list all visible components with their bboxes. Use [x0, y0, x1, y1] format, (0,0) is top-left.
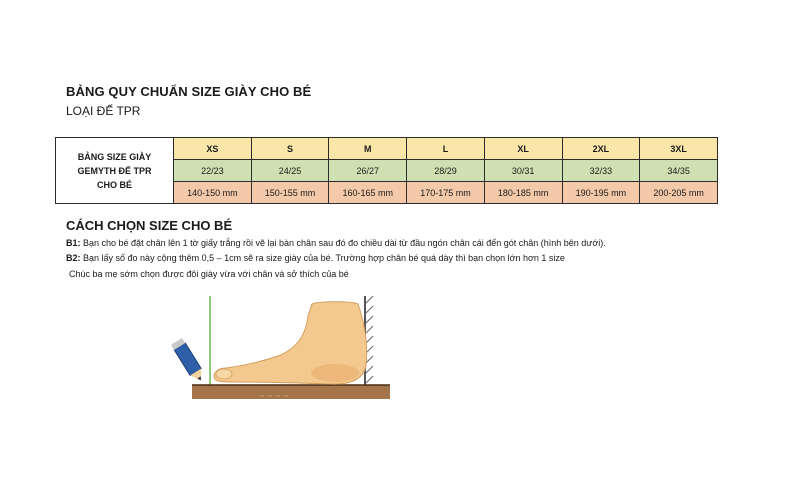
- size-cell-m: M: [329, 138, 407, 160]
- shoe-size-cell: 24/25: [251, 160, 329, 182]
- size-cell-3xl: 3XL: [640, 138, 718, 160]
- size-cell-xs: XS: [174, 138, 252, 160]
- shoe-size-cell: 32/33: [562, 160, 640, 182]
- step-label: B1:: [66, 238, 81, 248]
- foot-length-cell: 160-165 mm: [329, 182, 407, 204]
- step-text: Bạn lấy số đo này cộng thêm 0,5 – 1cm sẽ ra size giày của bé. Trường hợp chân bé quá dày thì bạn chọn lớn hơn 1 size: [80, 253, 565, 263]
- shoe-size-cell: 34/35: [640, 160, 718, 182]
- pencil-icon: [171, 338, 206, 384]
- shoe-size-cell: 22/23: [174, 160, 252, 182]
- guide-title: CÁCH CHỌN SIZE CHO BÉ: [66, 218, 233, 233]
- size-cell-xl: XL: [484, 138, 562, 160]
- foot-length-cell: 140-150 mm: [174, 182, 252, 204]
- size-cell-s: S: [251, 138, 329, 160]
- row-header-line: CHO BÉ: [96, 179, 132, 190]
- foot-measure-illustration: [160, 290, 400, 402]
- floor-icon: [192, 385, 390, 399]
- page-subtitle: LOẠI ĐẾ TPR: [66, 104, 141, 118]
- wish-text: Chúc ba mẹ sớm chọn được đôi giày vừa với chân và sở thích của bé: [69, 269, 349, 279]
- row-header-line: BẢNG SIZE GIÀY: [77, 151, 152, 162]
- row-header: [56, 138, 174, 204]
- step-2: [66, 253, 565, 263]
- step-1: [66, 238, 606, 248]
- size-cell-l: L: [407, 138, 485, 160]
- shoe-size-cell: 26/27: [329, 160, 407, 182]
- step-text: Bạn cho bé đặt chân lên 1 tờ giấy trắng rồi vẽ lại bàn chân sau đó đo chiều dài từ đầu ngón chân cái đến gót chân (hình bên dưới).: [80, 238, 606, 248]
- foot-length-cell: 150-155 mm: [251, 182, 329, 204]
- foot-length-cell: 180-185 mm: [484, 182, 562, 204]
- shoe-size-cell: 28/29: [407, 160, 485, 182]
- shoe-size-cell: 30/31: [484, 160, 562, 182]
- foot-length-cell: 170-175 mm: [407, 182, 485, 204]
- page-title: BẢNG QUY CHUẨN SIZE GIÀY CHO BÉ: [66, 84, 312, 99]
- foot-length-cell: 190-195 mm: [562, 182, 640, 204]
- foot-length-cell: 200-205 mm: [640, 182, 718, 204]
- size-table: [55, 137, 718, 204]
- size-cell-2xl: 2XL: [562, 138, 640, 160]
- table-row-size: [56, 138, 718, 160]
- step-label: B2:: [66, 253, 81, 263]
- row-header-line: GEMYTH ĐẾ TPR: [77, 165, 152, 176]
